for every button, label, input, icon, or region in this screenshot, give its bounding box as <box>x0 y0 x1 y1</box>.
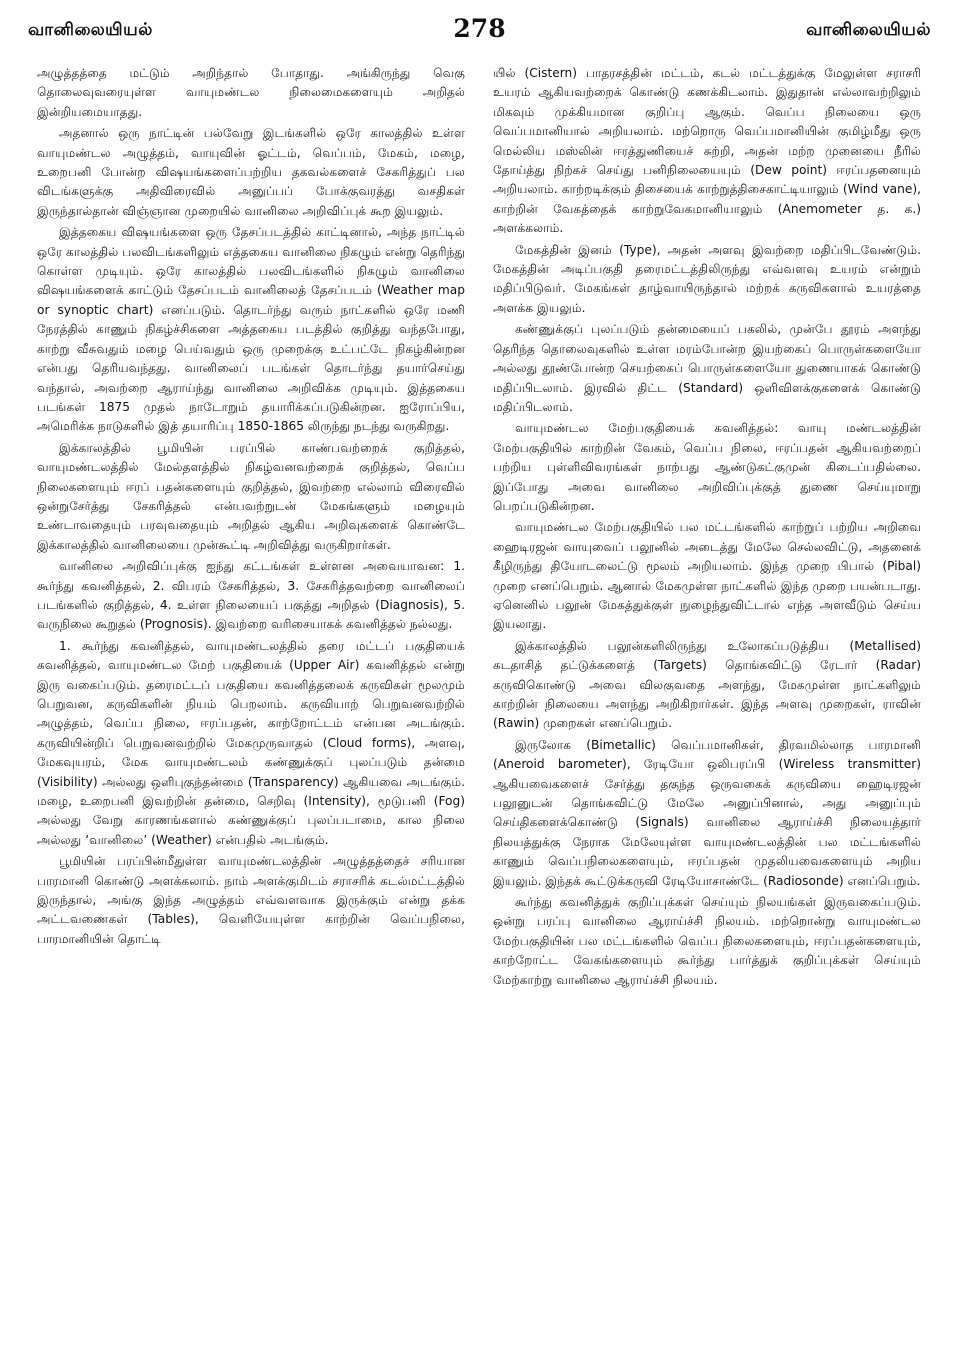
paragraph: யில் (Cistern) பாதரசத்தின் மட்டம், கடல் மட்டத்துக்கு மேலுள்ள சராசரி உயரம் ஆகியவற்றைக் கொண்டு கணக்கிடலாம். இதுதான் எல்லாவற்றிலும் மிகவும் முக்கியமான குறிப்பு ஆகும். வெப்ப நிலையை ஒரு வெப்பமானியால் அறியலாம். மற்றொரு வெப்பமானியின் குமிழ்மீது ஒரு மெல்லிய மஸ்லின் ஈரத்துணியைச் சுற்றி, அதன் மற்ற முனையை நீரில் தோய்த்து நிற்கச் செய்து பனிநிலையையும் (Dew point) ஈரப்பதனையும் அறியலாம். காற்றடிக்கும் திசையைக் காற்றுத்திசைகாட்டியாலும் (Wind vane), காற்றின் வேகத்தைக் காற்றுவேகமானியாலும் (Anemometer த. க.) அளக்கலாம். <box>493 66 921 236</box>
paragraph: வாயுமண்டல மேற்பகுதியைக் கவனித்தல்: வாயு மண்டலத்தின் மேற்பகுதியில் காற்றின் வேகம், வெப்ப நிலை, ஈரப்பதன் ஆகியவற்றைப் பற்றிய புள்ளிவிவரங்கள் நாற்பது ஆண்டுகட்குமுன் கிடைப்பதில்லை. இப்போது அவை வானிலை அறிவிப்புக்குத் துணை செய்யுமாறு பெறப்படுகின்றன. <box>493 421 921 513</box>
paragraph: வானிலை அறிவிப்புக்கு ஐந்து கட்டங்கள் உள்ளன அவையாவன: 1. கூர்ந்து கவனித்தல், 2. விபரம் சேகரித்தல், 3. சேகரித்தவற்றை வானிலைப் படங்களில் குறித்தல், 4. உள்ள நிலையைப் பகுத்து அறிதல் (Diagnosis), 5. வருநிலை கூறுதல் (Prognosis). இவற்றை வரிசையாகக் கவனித்தல் நல்லது. <box>37 559 465 632</box>
running-title-left: வானிலையியல் <box>28 20 153 40</box>
paragraph: 1. கூர்ந்து கவனித்தல், வாயுமண்டலத்தில் தரை மட்டப் பகுதியைக் கவனித்தல், வாயுமண்டல மேற் பகுதியைக் (Upper Air) கவனித்தல் என்று இரு வகைப்படும். தரைமட்டப் பகுதியை கவனித்தலைக் கருவிகள் மூலமும் பெறுவன, கருவிகளின் நியம் பெறலாம். கருவியாற் பெறுவனவற்றில் அழுத்தம், வெப்ப நிலை, ஈரப்பதன், காற்றோட்டம் என்பன அடங்கும். கருவியின்றிப் பெறுவனவற்றில் மேகமுருவாதல் (Cloud forms), அளவு, மேகவுயரம், மேக வாயுமண்டலம் கண்ணுக்குப் புலப்படும் தன்மை (Visibility) அல்லது ஒளிபுகுந்தன்மை (Transparency) ஆகியவை அடங்கும். மழை, உறைபனி இவற்றின் தன்மை, செறிவு (Intensity), மூடுபனி (Fog) அல்லது வேறு காரணங்களால் கண்ணுக்குப் புலப்படாமை, கால நிலை அல்லது ‘வானிலை’ (Weather) என்பதில் அடங்கும். <box>37 638 465 847</box>
running-title-right: வானிலையியல் <box>806 20 931 40</box>
paragraph: பூமியின் பரப்பின்மீதுள்ள வாயுமண்டலத்தின் அழுத்தத்தைச் சரியான பாரமானி கொண்டு அளக்கலாம். நாம் அளக்குமிடம் சராசரிக் கடல்மட்டத்தில் இருந்தால், அங்கு இந்த அழுத்தம் எவ்வளவாக இருக்கும் என்று தக்க அட்டவணைகள் (Tables), வெளியேயுள்ள காற்றின் வெப்பநிலை, பாரமானியின் தொட்டி <box>37 854 465 946</box>
paragraph: இக்காலத்தில் பூமியின் பரப்பில் காண்பவற்றைக் குறித்தல், வாயுமண்டலத்தில் மேல்தளத்தில் நிகழ்வனவற்றைக் குறித்தல், வெப்ப நிலைகளையும் ஈரப் பதன்களையும் குறித்தல், இவற்றை எல்லாம் விரைவில் ஒன்றுசேர்த்து சேகரித்தல் என்பவற்றுடன் மேகங்களும் மழையும் உண்டாவதையும் பரவுவதையும் அறிதல் ஆகிய அறிவுகளைக் கொண்டே இக்காலத்தில் வானிலையை முன்கூட்டி அறிவித்து வருகிறார்கள். <box>37 440 465 552</box>
paragraph: அழுத்தத்தை மட்டும் அறிந்தால் போதாது. அங்கிருந்து வெகு தொலைவுவரையுள்ள வாயுமண்டல நிலைமைகளையும் அறிதல் இன்றியமையாதது. <box>37 66 465 119</box>
page-number: 278 <box>453 14 506 43</box>
paragraph: இருலோக (Bimetallic) வெப்பமானிகள், திரவமில்லாத பாரமானி (Aneroid barometer), ரேடியோ ஒலிபரப்பி (Wireless transmitter) ஆகியவைகளைச் சேர்த்து தகுந்த ஒருவகைக் கருவியை ஹைடிரஜன் பலூனுடன் தொங்கவிட்டு மேலே அனுப்பினால், அது அனுப்பும் செய்திகளைக்கொண்டு (Signals) வானிலை ஆராய்ச்சி நிலையத்தார் நிலயத்துக்கு நேராக மேலேயுள்ள வாயுமண்டலத்தின் பல மட்டங்களில் காணும் வெப்பநிலைகளையும், ஈரப்பதன் முதலியவைகளையும் அறிய இயலும். இந்தக் கூட்டுக்கருவி ரேடியோசாண்டே (Radiosonde) எனப்பெறும். <box>493 737 921 888</box>
page-header <box>28 14 931 52</box>
paragraph: மேகத்தின் இனம் (Type), அதன் அளவு இவற்றை மதிப்பிடவேண்டும். மேகத்தின் அடிப்பகுதி தரைமட்டத்திலிருந்து எவ்வளவு உயரம் என்றும் மதிப்பிடுவர். மேகங்கள் தாழ்வாயிருந்தால் மற்றக் கருவிகளால் உயரத்தை அளக்க இயலும். <box>493 242 921 315</box>
left-column <box>37 64 465 1348</box>
paragraph: கண்ணுக்குப் புலப்படும் தன்மையைப் பகலில், முன்பே தூரம் அளந்து தெரிந்த தொலைவுகளில் உள்ள மரம்போன்ற இயற்கைப் பொருள்களையோ அல்லது தூண்போன்ற செயற்கைப் பொருள்களையோ துணையாகக் கொண்டு மதிப்பிடலாம். இரவில் திட்ட (Standard) ஒளிவிளக்குகளைக் கொண்டு மதிப்பிடலாம். <box>493 322 921 414</box>
paragraph: அதனால் ஒரு நாட்டின் பல்வேறு இடங்களில் ஒரே காலத்தில் உள்ள வாயுமண்டல அழுத்தம், வாயுவின் ஓட்டம், வெப்பம், மேகம், மழை, உறைபனி போன்ற விஷயங்களைப்பற்றிய தகவல்களைச் சேகரித்துப் பல விடங்களுக்கு அதிவிரைவில் அனுப்பப் போக்குவரத்து வசதிகள் இருந்தால்தான் விஞ்ஞான முறையில் வானிலை அறிவிப்புக் கூற இயலும். <box>37 126 465 218</box>
paragraph: வாயுமண்டல மேற்பகுதியில் பல மட்டங்களில் காற்றுப் பற்றிய அறிவை ஹைடிரஜன் வாயுவைப் பலூனில் அடைத்து மேலே செல்லவிட்டு, அதனைக் கீழிருந்து தியோடலைட்டு மூலம் அறியலாம். இந்த முறை பிபால் (Pibal) முறை எனப்பெறும். ஆனால் மேகமுள்ள நாட்களில் இந்த முறை பயன்படாது. ஏனெனில் பலூன் மேகத்துக்குள் நுழைந்துவிட்டால் எந்த அளவீடும் செய்ய இயலாது. <box>493 520 921 632</box>
paragraph: கூர்ந்து கவனித்துக் குறிப்புக்கள் செய்யும் நிலயங்கள் இருவகைப்படும். ஒன்று பரப்பு வானிலை ஆராய்ச்சி நிலயம். மற்றொன்று வாயுமண்டல மேற்பகுதியின் பல மட்டங்களில் வெப்ப நிலைகளையும், ஈரப்பதன்களையும், காற்றோட்ட வேகங்களையும் கூர்ந்து பார்த்துக் குறிப்புக்கள் செய்யும் மேற்காற்று வானிலை ஆராய்ச்சி நிலயம். <box>493 895 921 987</box>
right-column <box>493 64 921 1348</box>
paragraph: இத்தகைய விஷயங்களை ஒரு தேசப்படத்தில் காட்டினால், அந்த நாட்டில் ஒரே காலத்தில் பலவிடங்களிலும் எத்தகைய வானிலை நிகழும் என்று தெரிந்து கொள்ள முடியும். ஒரே காலத்தில் பலவிடங்களில் நிகழும் வானிலை விஷயங்களைக் காட்டும் தேசப்படம் வானிலைத் தேசப்படம் (Weather map or synoptic chart) எனப்படும். தொடர்ந்து வரும் நாட்களில் ஒரே மணி நேரத்தில் காணும் நிகழ்ச்சிகளை அத்தகைய படத்தில் குறித்து வந்தபோது, காற்று வீசுவதும் மழை பெய்வதும் ஒரு முறைக்கு உட்பட்டே நிகழ்கின்றன என்பது தெரியவந்தது. வானிலைப் படங்கள் தொடர்ந்து தயார்செய்து வந்தால், அவற்றை ஆராய்ந்து வானிலை அறிவிக்க முடியும். இத்தகைய படங்கள் 1875 முதல் நாடோறும் தயாரிக்கப்படுகின்றன. ஐரோப்பிய, அமெரிக்க நாடுகளில் இத் தயாரிப்பு 1850-1865 லிருந்து நடந்து வருகிறது. <box>37 225 465 434</box>
paragraph: இக்காலத்தில் பலூன்களிலிருந்து உலோகப்படுத்திய (Metallised) கடதாசித் தட்டுக்களைத் (Targets) தொங்கவிட்டு ரேடார் (Radar) கருவிகொண்டு அவை விலகுவதை அளந்து, மேகமுள்ள நாட்களிலும் காற்றின் நிலையை அளந்து அறிகிறார்கள். இந்த அளவு முறைகள், ராவின் (Rawin) முறைகள் எனப்பெறும். <box>493 638 921 731</box>
